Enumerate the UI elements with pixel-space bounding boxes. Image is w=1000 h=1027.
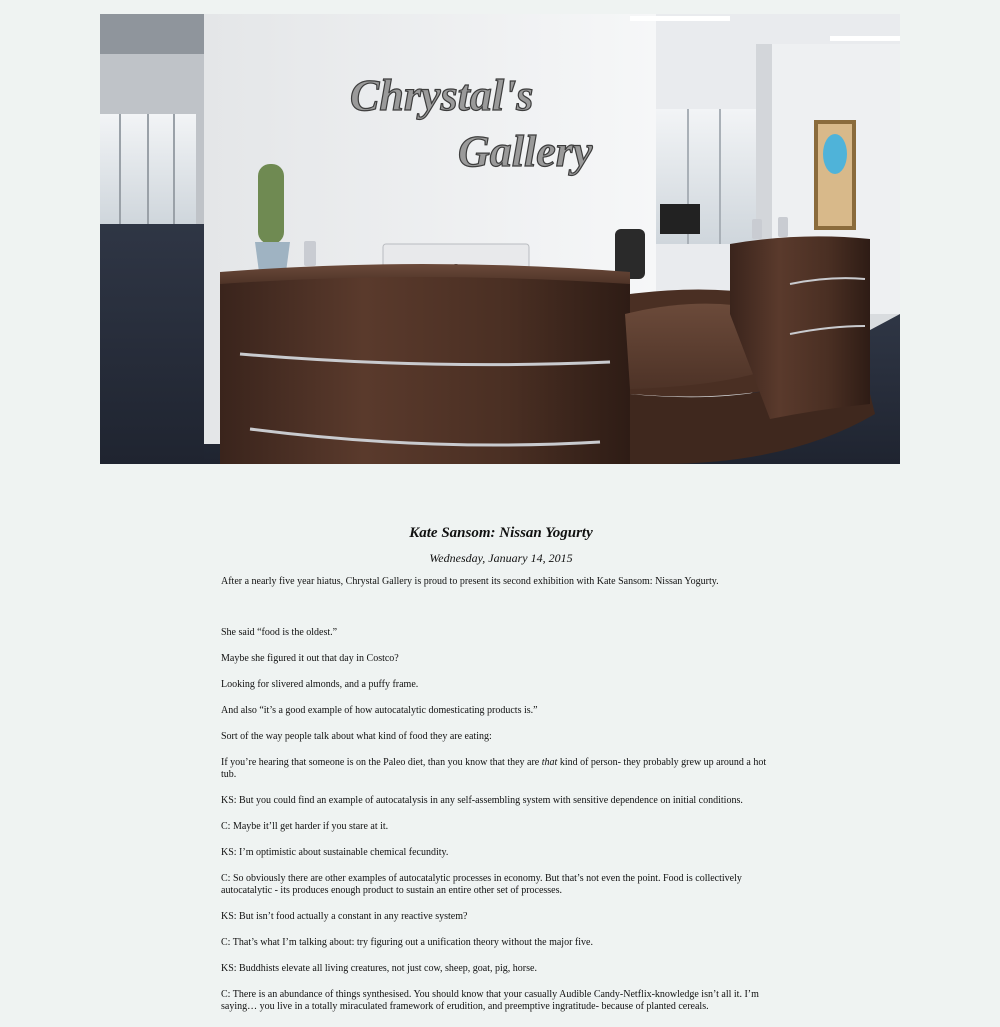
dialogue-line: KS: But isn’t food actually a constant in any reactive system? <box>221 911 468 922</box>
dialogue-line: C: Maybe it’ll get harder if you stare at it. <box>221 821 389 832</box>
paragraph: And also “it’s a good example of how autocatalytic domesticating products is.” <box>221 705 538 716</box>
sign-line1: Chrystal's <box>350 71 534 120</box>
dialogue-line: C: That’s what I’m talking about: try figuring out a unification theory without the major five. <box>221 937 593 948</box>
post-date: Wednesday, January 14, 2015 <box>429 551 573 565</box>
post-intro: After a nearly five year hiatus, Chrystal Gallery is proud to present its second exhibition with Kate Sansom: Nissan Yogurty. <box>221 576 719 587</box>
dialogue-line: KS: Buddhists elevate all living creatures, not just cow, sheep, goat, pig, horse. <box>221 963 537 974</box>
post-body <box>221 627 781 1013</box>
paragraph: Looking for slivered almonds, and a puffy frame. <box>221 679 419 690</box>
hero-image <box>100 14 900 464</box>
paleo-emphasis: that <box>541 757 558 768</box>
paragraph: She said “food is the oldest.” <box>221 627 338 638</box>
dialogue-line: C: There is an abundance of things synthesised. You should know that your casually Audible Candy-Netflix-knowledge isn’t all it. I’m saying… you live in a totally miraculated framework of erudition, and preemptive ingratitude- because of planted cereals. <box>221 989 759 1012</box>
paragraph: Maybe she figured it out that day in Costco? <box>221 653 399 664</box>
paleo-text-end: kind of person- they probably grew up around a hot tub. <box>221 757 767 780</box>
dialogue-line: C: So obviously there are other examples of autocatalytic processes in economy. But that’s not even the point. Food is collectively autocatalytic - its produces enough product to sustain an entire other set of processes. <box>221 873 742 896</box>
paragraph: Sort of the way people talk about what kind of food they are eating: <box>221 731 492 742</box>
blog-post <box>221 522 781 1027</box>
paleo-text-start: If you’re hearing that someone is on the Paleo diet, than you know that they are <box>221 757 542 768</box>
paleo-paragraph <box>221 757 781 781</box>
post-title: Kate Sansom: Nissan Yogurty <box>409 525 593 541</box>
reception-desk-photo <box>100 14 900 464</box>
dialogue-line: KS: I’m optimistic about sustainable chemical fecundity. <box>221 847 449 858</box>
sign-line2: Gallery <box>458 127 593 176</box>
dialogue-line: KS: But you could find an example of autocatalysis in any self-assembling system with sensitive dependence on initial conditions. <box>221 795 743 806</box>
